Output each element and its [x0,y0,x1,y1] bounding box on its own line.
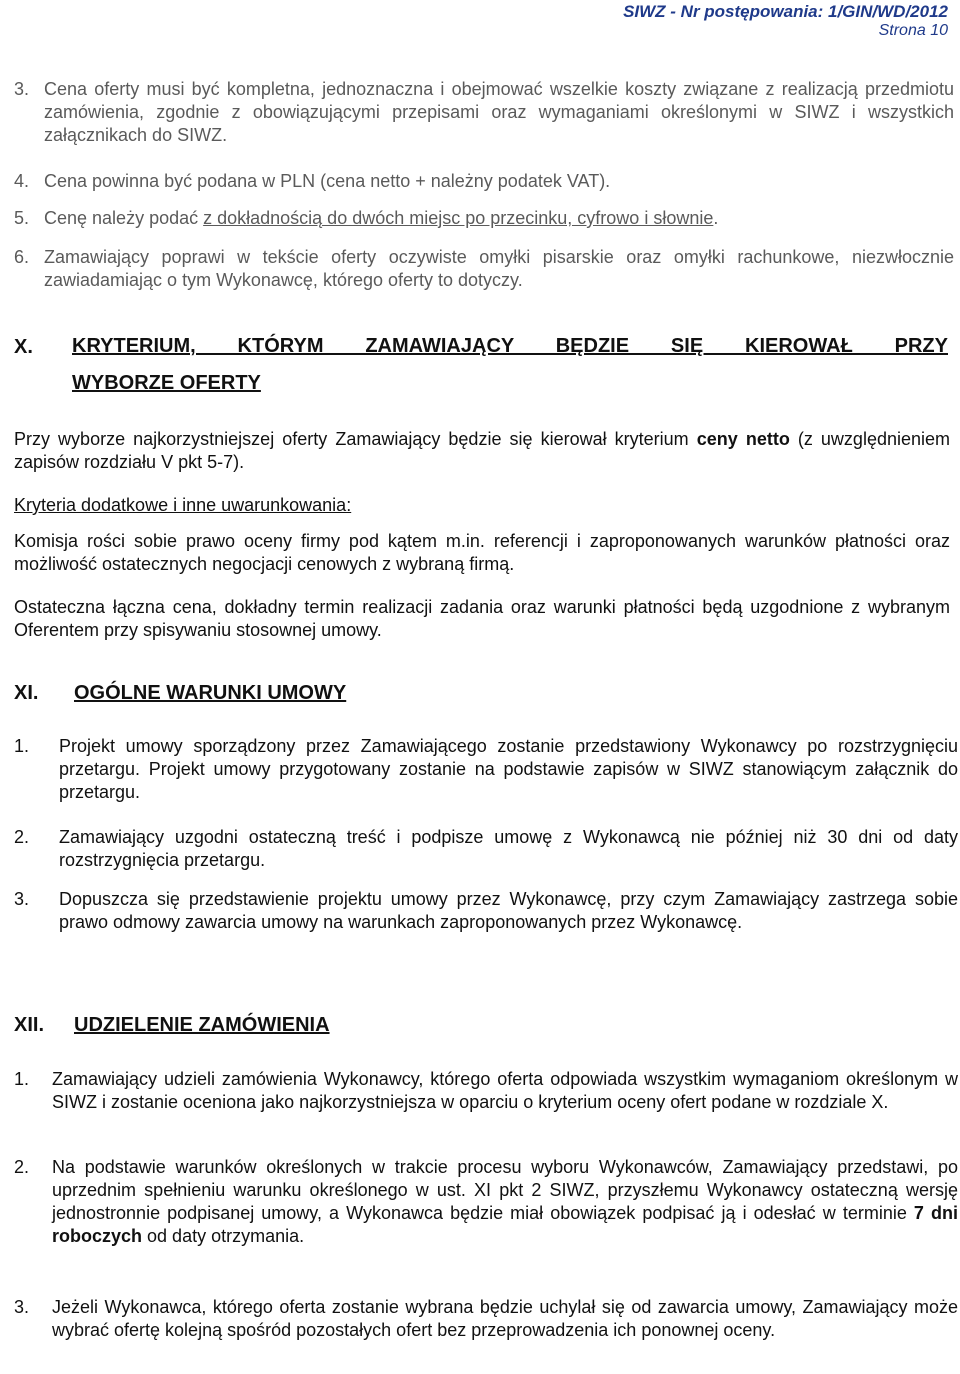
list-item [14,826,958,872]
item-number: 2. [14,1157,30,1177]
section-title: KRYTERIUM, KTÓRYM ZAMAWIAJĄCY BĘDZIE SIĘ KIEROWAŁ PRZY WYBORZE OFERTY [72,335,948,394]
item-text: Dopuszcza się przedstawienie projektu umowy przez Wykonawcę, przy czym Zamawiający zastrzega sobie prawo odmowy zawarcia umowy na warunkach zaproponowanych przez Wykonawcę. [59,889,958,932]
item-text: Jeżeli Wykonawca, którego oferta zostanie wybrana będzie uchylał się od zawarcia umowy, Zamawiający może wybrać ofertę kolejną spośród pozostałych ofert bez przeprowadzenia ich ponownej oceny. [52,1297,958,1340]
item-number: 5. [14,208,30,228]
list-item [14,78,954,147]
header-page-number: Strona 10 [878,22,948,39]
item-number: 2. [14,827,30,847]
item-number: 4. [14,171,30,191]
item-number: 3. [14,889,30,909]
item-number: 3. [14,1297,30,1317]
underlined-text: z dokładnością do dwóch miejsc po przecinku, cyfrowo i słownie [203,208,714,228]
item-number: 3. [14,79,30,99]
list-item [14,1296,958,1342]
item-text: Projekt umowy sporządzony przez Zamawiającego zostanie przedstawiony Wykonawcy po rozstrzygnięciu przetargu. Projekt umowy przygotowany zostanie na podstawie zapisów w SIWZ stanowiącym załącznik do przetargu. [59,736,958,802]
item-text: Zamawiający uzgodni ostateczną treść i podpisze umowę z Wykonawcą nie później niż 30 dni od daty rozstrzygnięcia przetargu. [59,827,958,870]
item-text: Cena powinna być podana w PLN (cena netto + należny podatek VAT). [44,171,611,191]
list-item [14,888,958,934]
item-text: Zamawiający poprawi w tekście oferty oczywiste omyłki pisarskie oraz omyłki rachunkowe, niezwłocznie zawiadamiając o tym Wykonawcę, którego oferty to dotyczy. [44,247,954,290]
section-title: OGÓLNE WARUNKI UMOWY [74,682,347,704]
paragraph: Ostateczna łączna cena, dokładny termin realizacji zadania oraz warunki płatności będą uzgodnione z wybranym Oferentem przy spisywaniu stosownej umowy. [14,597,950,640]
item-number: 1. [14,736,30,756]
list-item [14,1156,958,1248]
section-number: XI. [14,682,39,704]
list-item [14,207,954,230]
list-item [14,1068,958,1114]
list-item [14,170,954,193]
section-title: UDZIELENIE ZAMÓWIENIA [74,1014,330,1036]
subheading: Kryteria dodatkowe i inne uwarunkowania: [14,495,352,515]
list-item [14,735,958,804]
item-text: Na podstawie warunków określonych w trakcie procesu wyboru Wykonawców, Zamawiający przedstawi, po uprzednim spełnieniu warunku określonego w ust. XI pkt 2 SIWZ, przyszłemu Wykonawcy ostateczną wersję jednostronnie podpisanej umowy, a Wykonawca będzie miał obowiązek podpisać ją i odesłać w terminie 7 dni roboczych od daty otrzymania. [52,1157,958,1246]
item-number: 1. [14,1069,30,1089]
paragraph: Przy wyborze najkorzystniejszej oferty Zamawiający będzie się kierował kryterium ceny netto (z uwzględnieniem zapisów rozdziału V pkt 5-7). [14,429,950,472]
item-number: 6. [14,247,30,267]
item-text: Zamawiający udzieli zamówienia Wykonawcy, którego oferta odpowiada wszystkim wymaganiom określonym w SIWZ i zostanie oceniona jako najkorzystniejsza w oparciu o kryterium oceny ofert podane w rozdziale X. [52,1069,958,1112]
paragraph: Komisja rości sobie prawo oceny firmy pod kątem m.in. referencji i zaproponowanych warunków płatności oraz możliwość ostatecznych negocjacji cenowych z wybraną firmą. [14,531,950,574]
header-doc-ref: SIWZ - Nr postępowania: 1/GIN/WD/2012 [623,2,948,21]
section-number: XII. [14,1014,45,1036]
item-text: Cenę należy podać z dokładnością do dwóch miejsc po przecinku, cyfrowo i słownie. [44,208,719,228]
section-number: X. [14,336,33,358]
list-item [14,246,954,292]
item-text: Cena oferty musi być kompletna, jednoznaczna i obejmować wszelkie koszty związane z realizacją przedmiotu zamówienia, zgodnie z obowiązującymi przepisami oraz wymaganiami określonymi w SIWZ i wszystkich załącznikach do SIWZ. [44,79,954,145]
